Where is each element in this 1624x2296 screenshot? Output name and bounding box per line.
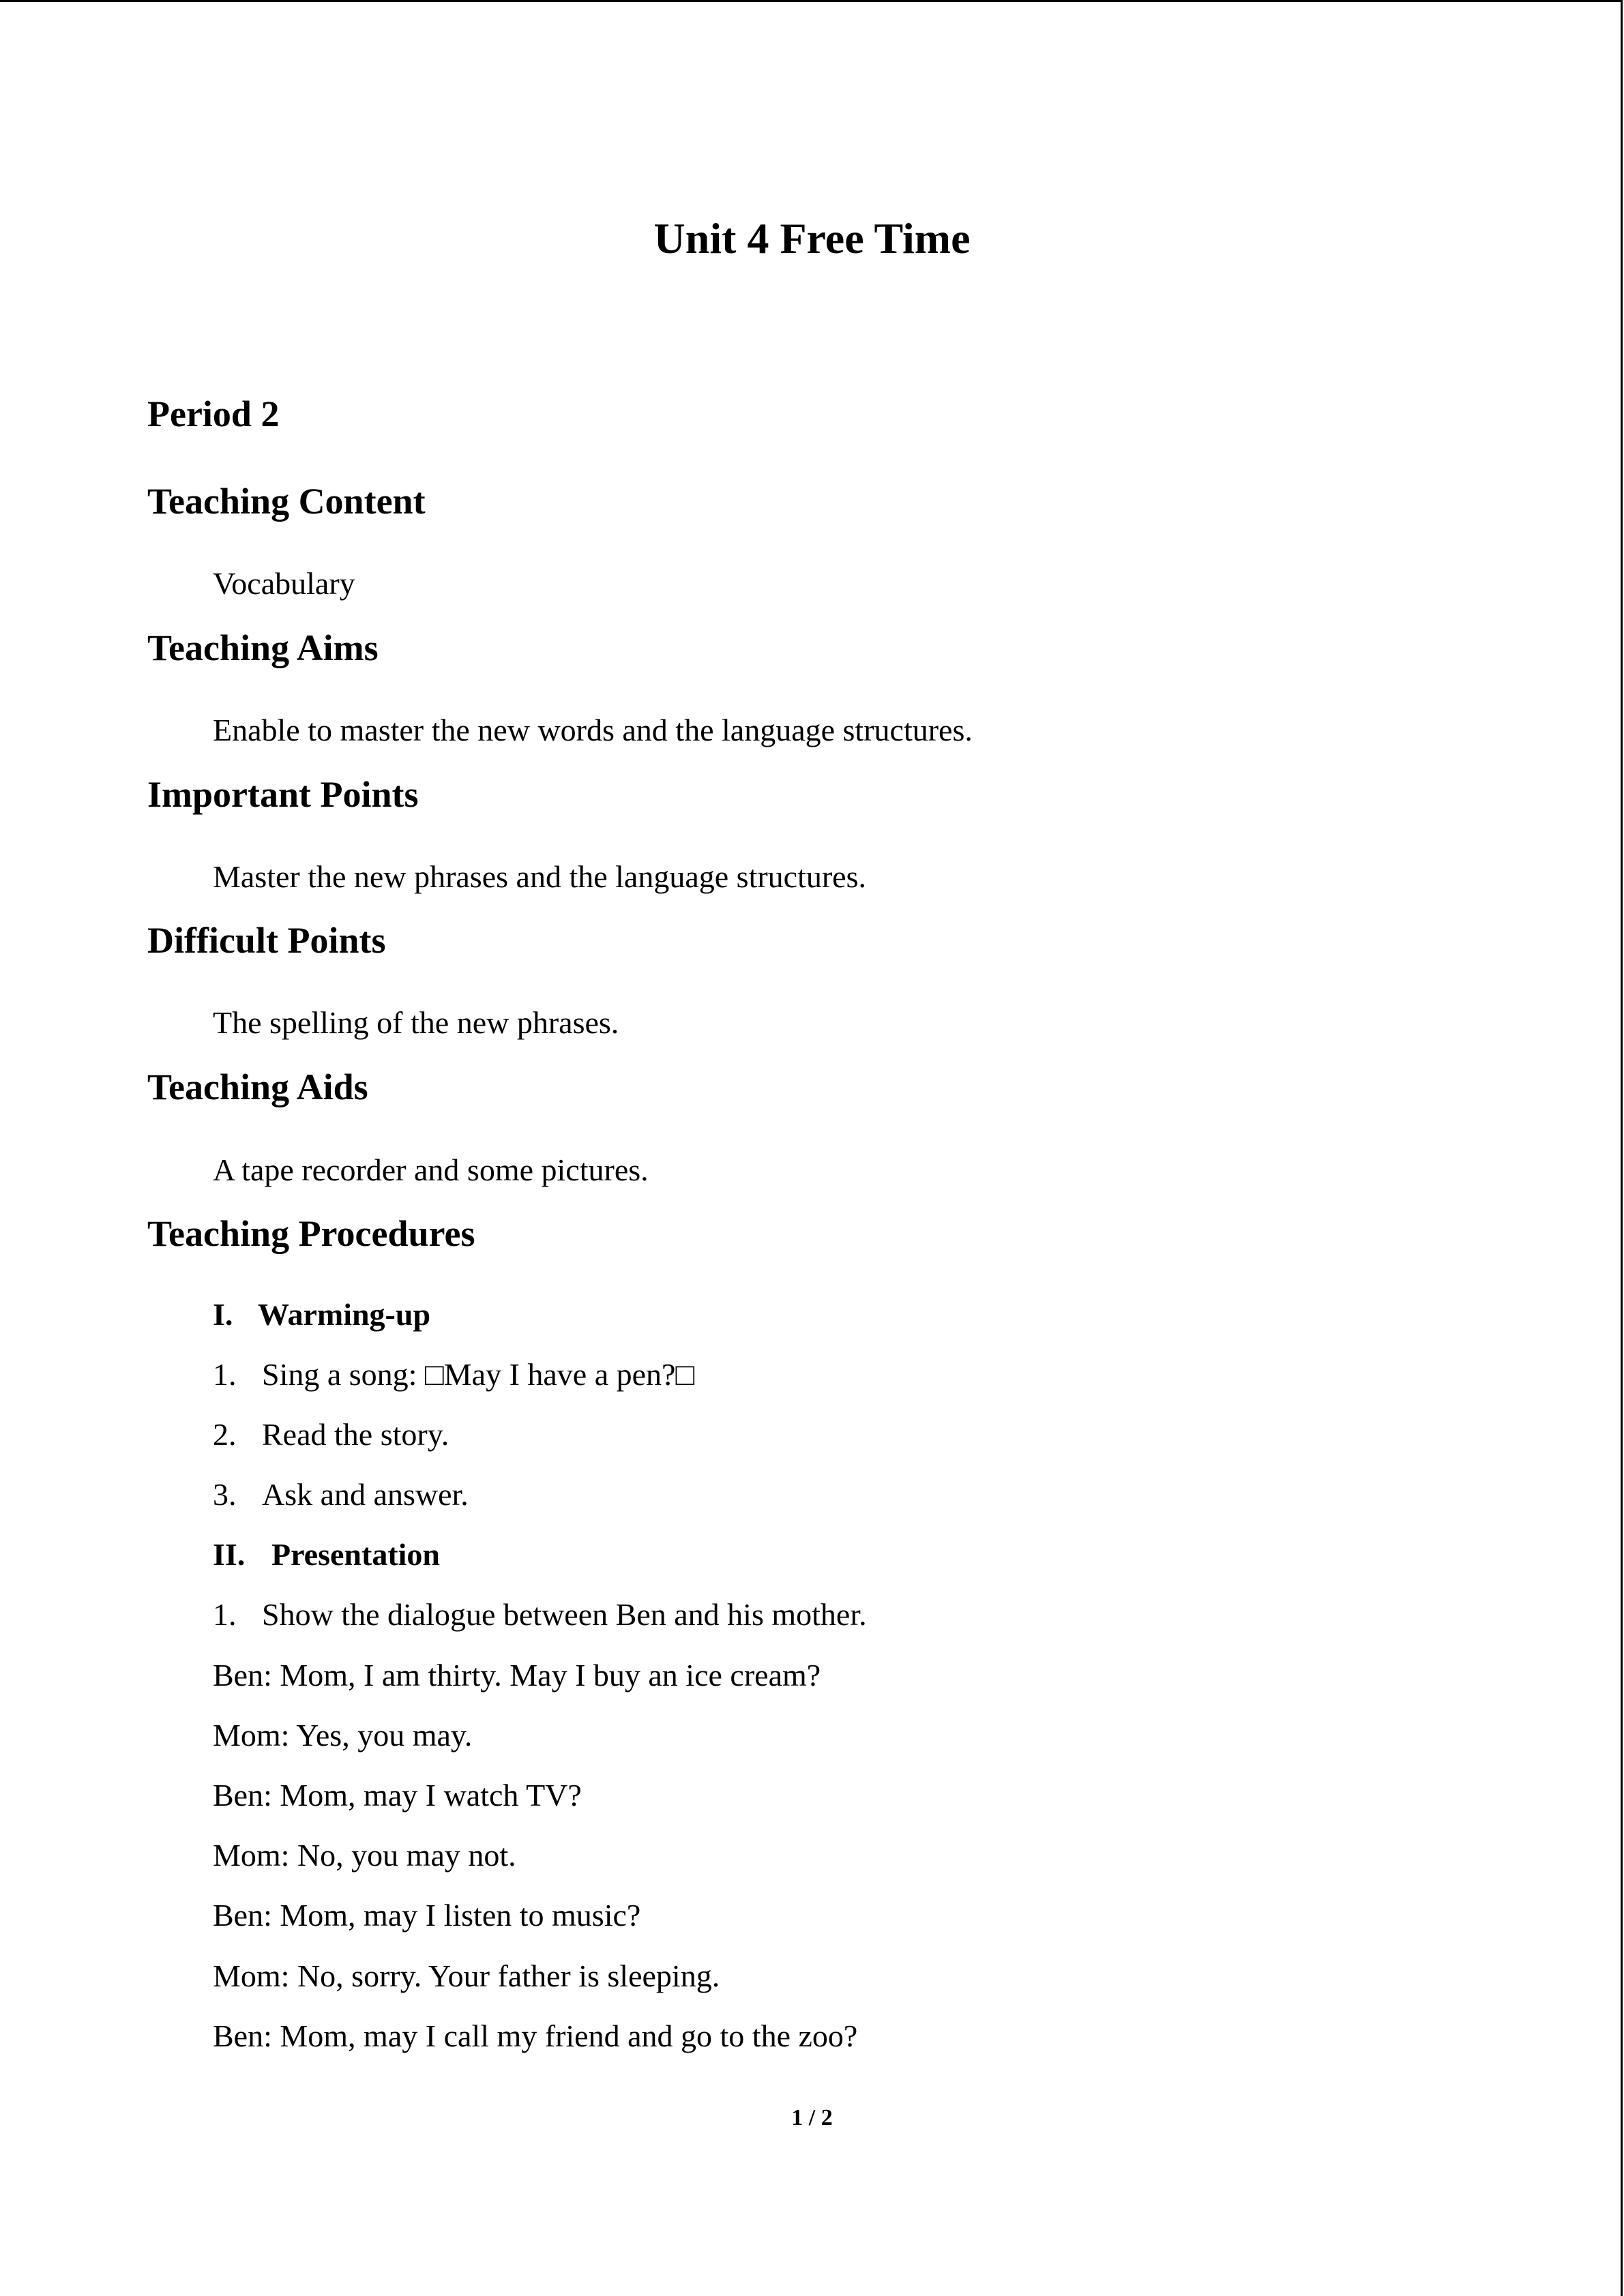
list-item	[213, 1354, 694, 1395]
item-number: 3.	[213, 1477, 237, 1512]
item-number: 1.	[213, 1357, 237, 1392]
part-label: Warming-up	[258, 1297, 431, 1332]
dialogue-line: Ben: Mom, may I call my friend and go to the zoo?	[213, 2018, 858, 2053]
procedure-part-warming-up	[213, 1294, 430, 1335]
list-item	[213, 1414, 449, 1455]
roman-numeral: II.	[213, 1537, 246, 1572]
heading-difficult-points: Difficult Points	[147, 920, 386, 961]
item-text: Sing a song: □May I have a pen?□	[262, 1357, 695, 1392]
dialogue-line: Ben: Mom, I am thirty. May I buy an ice cream?	[213, 1658, 821, 1693]
dialogue-line: Ben: Mom, may I listen to music?	[213, 1898, 641, 1933]
dialogue-line: Mom: No, you may not.	[213, 1838, 516, 1873]
text-difficult-points: The spelling of the new phrases.	[213, 1005, 619, 1040]
document-title: Unit 4 Free Time	[653, 214, 971, 263]
item-text: Show the dialogue between Ben and his mother.	[262, 1597, 867, 1632]
heading-teaching-aids: Teaching Aids	[147, 1067, 368, 1107]
text-teaching-content: Vocabulary	[213, 566, 355, 601]
heading-important-points: Important Points	[147, 774, 419, 815]
item-text: Read the story.	[262, 1417, 449, 1452]
dialogue-line: Mom: Yes, you may.	[213, 1718, 473, 1753]
text-important-points: Master the new phrases and the language structures.	[213, 859, 867, 894]
heading-teaching-content: Teaching Content	[147, 481, 426, 522]
roman-numeral: I.	[213, 1297, 233, 1332]
heading-teaching-aims: Teaching Aims	[147, 627, 379, 668]
item-text: Ask and answer.	[262, 1477, 469, 1512]
period-heading: Period 2	[147, 393, 280, 434]
item-number: 2.	[213, 1417, 237, 1452]
item-number: 1.	[213, 1597, 237, 1632]
list-item	[213, 1474, 469, 1515]
text-teaching-aims: Enable to master the new words and the language structures.	[213, 713, 973, 747]
part-label: Presentation	[271, 1537, 441, 1572]
dialogue-line: Ben: Mom, may I watch TV?	[213, 1778, 582, 1813]
heading-teaching-procedures: Teaching Procedures	[147, 1213, 475, 1254]
procedure-part-presentation	[213, 1534, 440, 1575]
dialogue-line: Mom: No, sorry. Your father is sleeping.	[213, 1958, 720, 1993]
list-item	[213, 1594, 867, 1635]
page-number: 1 / 2	[791, 2105, 833, 2130]
text-teaching-aids: A tape recorder and some pictures.	[213, 1152, 649, 1187]
